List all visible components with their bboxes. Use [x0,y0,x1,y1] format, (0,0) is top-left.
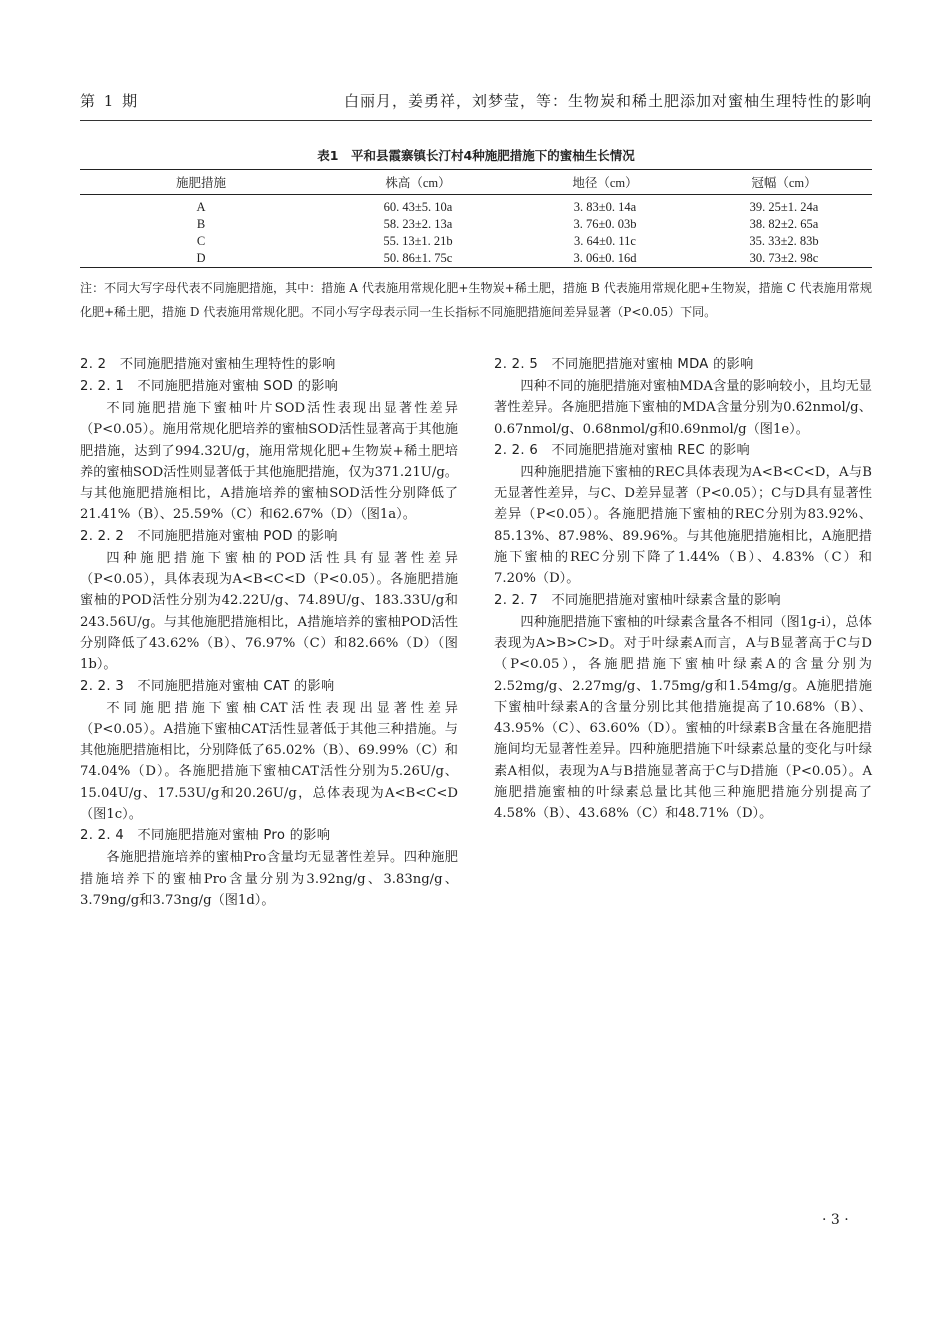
page-number: · 3 · [822,1212,849,1228]
subsection-heading: 2. 2. 2 不同施肥措施对蜜柚 POD 的影响 [80,528,338,544]
paragraph: 四种不同的施肥措施对蜜柚MDA含量的影响较小，且均无显著性差异。各施肥措施下蜜柚的MDA含量分别为0.62nmol/g、0.67nmol/g、0.68nmol/g和0.69nmol/g（图1e）。 [494,379,872,437]
running-title: 白丽月，姜勇祥，刘梦莹，等：生物炭和稀土肥添加对蜜柚生理特性的影响 [343,92,872,110]
table-cell: 58. 23±2. 13a [383,217,453,231]
paragraph: 四种施肥措施下蜜柚的叶绿素含量各不相同（图1g-i），总体表现为A>B>C>D。对于叶绿素A而言，A与B显著高于C与D（P<0.05），各施肥措施下蜜柚叶绿素A的含量分别为2.52mg/g、2.27mg/g、1.75mg/g和1.54mg/g。A施肥措施下蜜柚叶绿素A的含量分别比其他措施提高了10.68%（B）、43.95%（C）、63.60%（D）。蜜柚的叶绿素B含量在各施肥措施间均无显著性差异。四种施肥措施下叶绿素总量的变化与叶绿素A相似，表现为A与B措施显著高于C与D措施（P<0.05）。A施肥措施蜜柚的叶绿素总量比其他三种施肥措施分别提高了4.58%（B）、43.68%（C）和48.71%（D）。 [494,614,872,822]
table-cell: 3. 83±0. 14a [573,200,637,214]
table-cell: A [196,200,206,214]
table-row [80,233,872,250]
subsection-heading: 2. 2. 7 不同施肥措施对蜜柚叶绿素含量的影响 [494,592,781,608]
subsection-heading: 2. 2. 6 不同施肥措施对蜜柚 REC 的影响 [494,442,750,458]
table-cell: 38. 82±2. 65a [749,217,819,231]
table-cell: 3. 06±0. 16d [514,250,696,268]
column-header: 冠幅（cm） [696,170,872,195]
table-row [80,250,872,268]
table-cell: 39. 25±1. 24a [749,200,819,214]
column-header: 株高（cm） [322,170,514,195]
issue-label: 第 1 期 [80,92,140,110]
growth-table [80,169,872,268]
left-column [80,354,458,911]
paragraph: 不同施肥措施下蜜柚叶片SOD活性表现出显著性差异（P<0.05）。施用常规化肥培养的蜜柚SOD活性显著高于其他施肥措施，达到了994.32U/g，施用常规化肥+生物炭+稀土肥培养的蜜柚SOD活性则显著低于其他施肥措施，仅为371.21U/g。与其他施肥措施相比，A措施培养的蜜柚SOD活性分别降低了21.41%（B）、25.59%（C）和62.67%（D）（图1a）。 [80,401,458,523]
paragraph: 四种施肥措施下蜜柚的POD活性具有显著性差异（P<0.05），具体表现为A<B<C<D（P<0.05）。各施肥措施蜜柚的POD活性分别为42.22U/g、74.89U/g、183.33U/g和243.56U/g。与其他施肥措施相比，A措施培养的蜜柚POD活性分别降低了43.62%（B）、76.97%（C）和82.66%（D）（图1b）。 [80,550,458,673]
running-header [80,88,872,118]
right-column [494,354,872,825]
paragraph: 各施肥措施培养的蜜柚Pro含量均无显著性差异。四种施肥措施培养下的蜜柚Pro含量分别为3.92ng/g、3.83ng/g、3.79ng/g和3.73ng/g（图1d）。 [80,850,458,908]
table-caption: 表1 平和县霞寨镇长汀村4种施肥措施下的蜜柚生长情况 [317,148,635,163]
table-cell: 3. 64±0. 11c [574,234,636,248]
table-header-row [80,170,872,195]
header-rule [80,120,872,121]
table-note: 注：不同大写字母代表不同施肥措施，其中：措施 A 代表施用常规化肥+生物炭+稀土肥，措施 B 代表施用常规化肥+生物炭，措施 C 代表施用常规化肥+稀土肥，措施 D 代表施用常规化肥。不同小写字母表示同一生长指标不同施肥措施间差异显著（P<0.05）下同。 [80,281,872,319]
section-heading: 2. 2 不同施肥措施对蜜柚生理特性的影响 [80,357,336,372]
table-cell: 35. 33±2. 83b [749,234,819,248]
subsection-heading: 2. 2. 1 不同施肥措施对蜜柚 SOD 的影响 [80,379,339,394]
subsection-heading: 2. 2. 4 不同施肥措施对蜜柚 Pro 的影响 [80,828,331,844]
table-cell: 3. 76±0. 03b [573,217,637,231]
table-cell: 60. 43±5. 10a [383,200,453,214]
paragraph: 不同施肥措施下蜜柚CAT活性表现出显著性差异（P<0.05）。A措施下蜜柚CAT活性显著低于其他三种措施。与其他施肥措施相比，分别降低了65.02%（B）、69.99%（C）和74.04%（D）。各施肥措施下蜜柚CAT活性分别为5.26U/g、15.04U/g、17.53U/g和20.26U/g，总体表现为A<B<C<D（图1c）。 [80,700,458,823]
table-cell: B [196,217,206,231]
table-row [80,216,872,233]
column-header: 施肥措施 [80,170,322,195]
subsection-heading: 2. 2. 5 不同施肥措施对蜜柚 MDA 的影响 [494,357,754,372]
table-cell: 55. 13±1. 21b [383,234,453,248]
table-cell: C [196,234,206,248]
table-row [80,195,872,217]
paragraph: 四种施肥措施下蜜柚的REC具体表现为A<B<C<D，A与B无显著性差异，与C、D差异显著（P<0.05）；C与D具有显著性差异（P<0.05）。各施肥措施下蜜柚的REC分别为83.92%、85.13%、87.98%、89.96%。与其他施肥措施相比，A施肥措施下蜜柚的REC分别下降了1.44%（B）、4.83%（C）和7.20%（D）。 [494,464,872,587]
table-cell: D [80,250,322,268]
subsection-heading: 2. 2. 3 不同施肥措施对蜜柚 CAT 的影响 [80,678,335,694]
column-header: 地径（cm） [514,170,696,195]
table-cell: 50. 86±1. 75c [322,250,514,268]
table-cell: 30. 73±2. 98c [696,250,872,268]
